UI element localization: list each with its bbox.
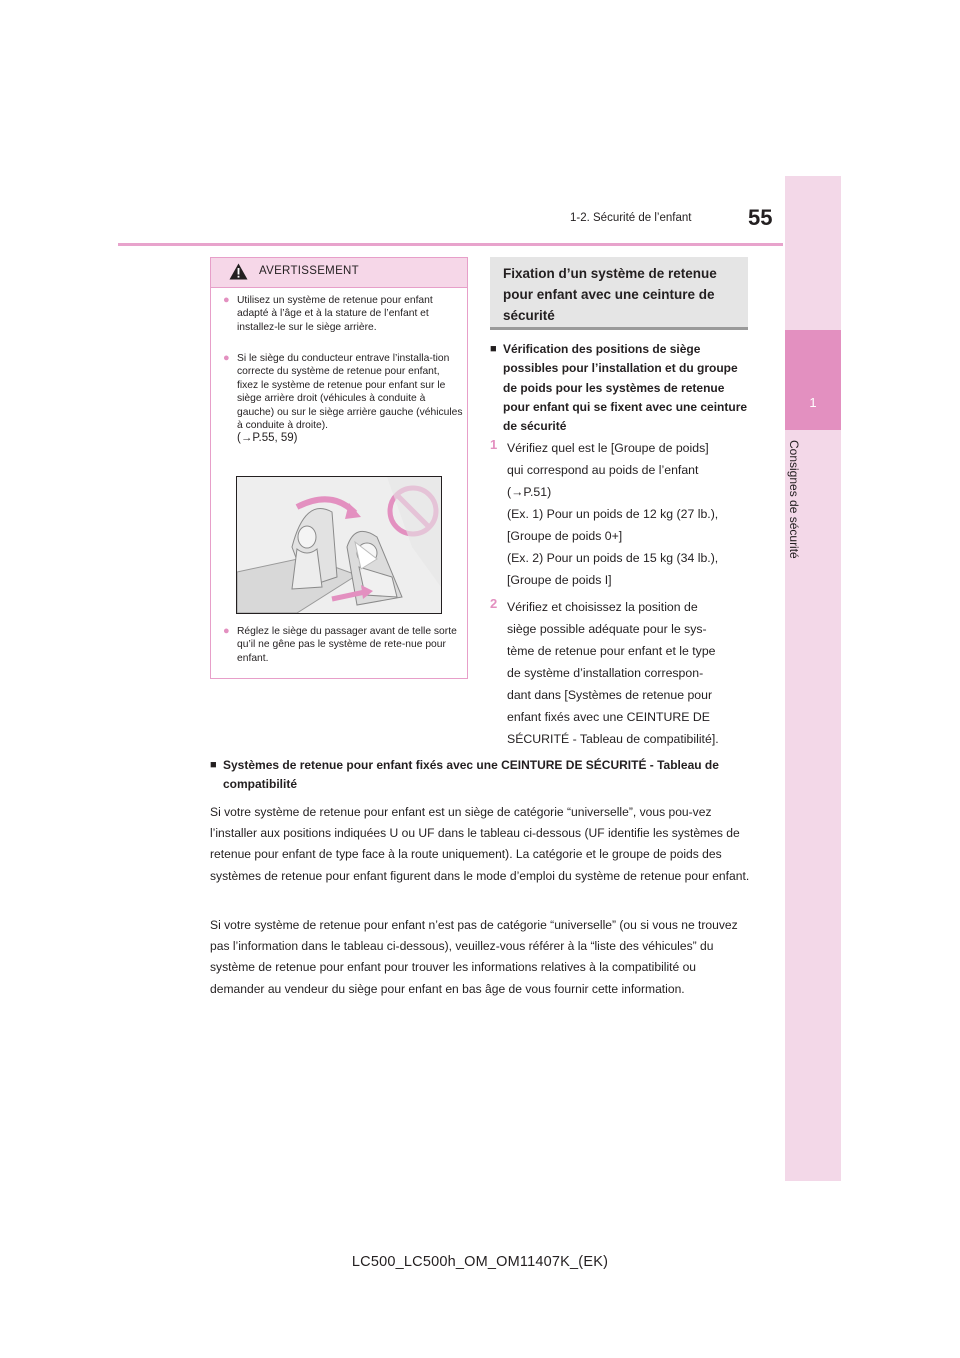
section-title: Fixation d’un système de retenue pour enfant avec une ceinture de sécurité bbox=[503, 266, 717, 323]
chapter-tab-active[interactable] bbox=[785, 330, 841, 430]
header-rule bbox=[118, 243, 783, 246]
step-line: (Ex. 1) Pour un poids de 12 kg (27 lb.), bbox=[507, 507, 719, 521]
child-seat-illustration bbox=[236, 476, 442, 614]
illustration-graphic bbox=[237, 477, 441, 613]
bullet-icon: ● bbox=[223, 625, 230, 637]
bullet-icon: ● bbox=[223, 294, 230, 306]
step-number: 1 bbox=[490, 437, 498, 452]
step-text bbox=[507, 437, 752, 591]
bullet-icon: ● bbox=[223, 352, 230, 364]
chapter-side-tab bbox=[785, 176, 841, 1181]
step-number: 2 bbox=[490, 596, 498, 611]
body-paragraph: Si votre système de retenue pour enfant est un siège de catégorie “universelle”, vous pou-vez l’installer aux positions indiquées U ou UF dans le tableau ci-dessous (UF identifie les systèmes de retenue pour enfant de type face à la route uniquement). La catégorie et le groupe de poids des systèmes de retenue pour enfant figurent dans le mode d’emploi du système de retenue pour enfant. bbox=[210, 805, 750, 883]
warning-header bbox=[211, 258, 467, 288]
warning-title: AVERTISSEMENT bbox=[259, 265, 359, 277]
warning-item bbox=[223, 352, 463, 446]
warning-item-text: Utilisez un système de retenue pour enfant adapté à l’âge et à la stature de l’enfant et installez-le sur le siège arrière. bbox=[237, 295, 433, 333]
document-code-footer: LC500_LC500h_OM_OM11407K_(EK) bbox=[351, 1254, 609, 1270]
verification-heading bbox=[490, 340, 748, 436]
section-header: 1-2. Sécurité de l’enfant bbox=[570, 212, 692, 224]
compatibility-heading-text: Systèmes de retenue pour enfant fixés avec une CEINTURE DE SÉCURITÉ - Tableau de compatibilité bbox=[223, 758, 719, 792]
chapter-title bbox=[787, 440, 801, 580]
chapter-title-text: Consignes de sécurité bbox=[787, 440, 801, 559]
verification-heading-text: Vérification des positions de siège possibles pour l’installation et du groupe de poids pour les systèmes de retenue pour enfant qui se fixent avec une ceinture de sécurité bbox=[503, 342, 748, 434]
step-line: dant dans [Systèmes de retenue pour bbox=[507, 688, 713, 702]
chapter-number: 1 bbox=[809, 395, 817, 410]
page-number: 55 bbox=[748, 205, 773, 230]
step-line: [Groupe de poids 0+] bbox=[507, 529, 623, 543]
warning-box bbox=[210, 257, 468, 679]
warning-item bbox=[223, 294, 463, 334]
section-title-box bbox=[490, 257, 748, 330]
step-line: tème de retenue pour enfant et le type bbox=[507, 644, 716, 658]
step-1 bbox=[490, 437, 752, 591]
step-line: Vérifiez et choisissez la position de bbox=[507, 600, 698, 614]
step-line: (Ex. 2) Pour un poids de 15 kg (34 lb.), bbox=[507, 551, 719, 565]
compatibility-heading bbox=[210, 756, 730, 795]
step-line: enfant fixés avec une CEINTURE DE bbox=[507, 710, 710, 724]
step-line: SÉCURITÉ - Tableau de compatibilité]. bbox=[507, 732, 719, 746]
step-2 bbox=[490, 596, 752, 750]
warning-item-text: Réglez le siège du passager avant de telle sorte qu’il ne gêne pas le système de rete-nue pour enfant. bbox=[237, 626, 457, 664]
warning-item-text: Si le siège du conducteur entrave l’installa-tion correcte du système de retenue pour enfant, fixez le système de retenue pour enfant sur le siège arrière droit (véhicules à conduite à gauche) ou sur le siège arrière gauche (véhicules à conduite à droite). bbox=[237, 353, 463, 432]
step-line: de système d’installation correspon- bbox=[507, 666, 704, 680]
warning-item bbox=[223, 625, 463, 665]
step-text bbox=[507, 596, 752, 750]
warning-triangle-icon bbox=[229, 263, 248, 280]
body-paragraph: Si votre système de retenue pour enfant n’est pas de catégorie “universelle” (ou si vous ne trouvez pas l’information dans le tableau ci-dessous), veuillez-vous référer à la “liste des véhicules” du système de retenue pour enfant pour trouver les informations relatives à la compatibilité ou demander au vendeur du siège pour enfant en bas âge de vous fournir cette information. bbox=[210, 918, 738, 996]
step-line: siège possible adéquate pour le sys- bbox=[507, 622, 707, 636]
step-line: Vérifiez quel est le [Groupe de poids] bbox=[507, 441, 709, 455]
square-bullet-icon: ■ bbox=[490, 343, 497, 355]
square-bullet-icon: ■ bbox=[210, 759, 217, 771]
step-line: qui correspond au poids de l’enfant bbox=[507, 463, 699, 477]
step-line: [Groupe de poids I] bbox=[507, 573, 612, 587]
page-reference-link[interactable]: (→P.55, 59) bbox=[237, 432, 298, 445]
page-reference-link[interactable]: (→P.51) bbox=[507, 485, 552, 499]
